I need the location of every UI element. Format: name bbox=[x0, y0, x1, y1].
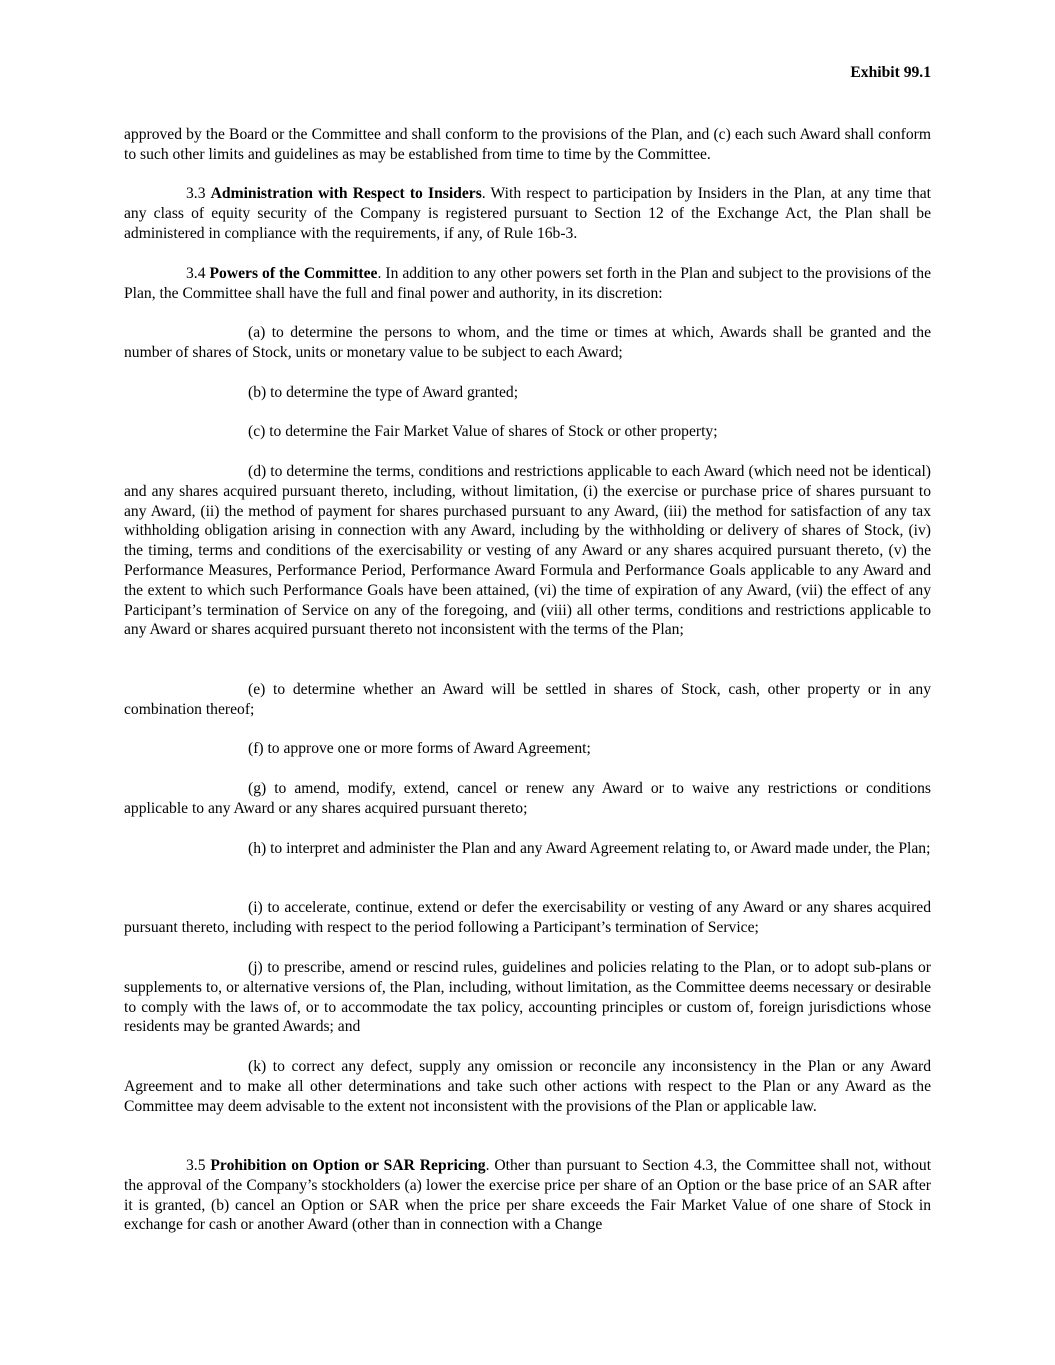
item-c: (c) to determine the Fair Market Value of shares of Stock or other property; bbox=[248, 423, 718, 440]
item-g: (g) to amend, modify, extend, cancel or renew any Award or to waive any restrictions or conditions applicable to any Award or any shares acquired pursuant thereto; bbox=[124, 780, 931, 817]
item-i: (i) to accelerate, continue, extend or defer the exercisability or vesting of any Award or any shares acquired pursuant thereto, including with respect to the period following a Participant’s termination of Service; bbox=[124, 899, 931, 936]
section-title: Administration with Respect to Insiders bbox=[210, 185, 482, 202]
item-j: (j) to prescribe, amend or rescind rules, guidelines and policies relating to the Plan, or to adopt sub-plans or supplements to, or alternative versions of, the Plan, including, without limitation, as the Committee deems necessary or desirable to comply with the laws of, or to accommodate the tax policy, accounting principles or custom of, foreign jurisdictions whose residents may be granted Awards; and bbox=[124, 959, 931, 1036]
item-e: (e) to determine whether an Award will be settled in shares of Stock, cash, other property or in any combination thereof; bbox=[124, 681, 931, 718]
item-f: (f) to approve one or more forms of Award Agreement; bbox=[248, 740, 591, 757]
section-body: . Other than pursuant to Section 4.3, the Committee shall not, without the approval of the Company’s stockholders (a) lower the exercise price per share of an Option or the base price of an SAR after it is granted, (b) cancel an Option or SAR when the price per share exceeds the Fair Market Value of one share of Stock in exchange for cash or another Award (other than in connection with a Change bbox=[124, 1157, 932, 1234]
item-b: (b) to determine the type of Award granted; bbox=[248, 384, 519, 401]
item-h: (h) to interpret and administer the Plan and any Award Agreement relating to, or Award made under, the Plan; bbox=[248, 840, 931, 857]
continuation-paragraph: approved by the Board or the Committee and shall conform to the provisions of the Plan, and (c) each such Award shall conform to such other limits and guidelines as may be established from time to time by the Committee. bbox=[124, 126, 931, 163]
exhibit-label: Exhibit 99.1 bbox=[850, 64, 931, 81]
section-number: 3.4 bbox=[186, 265, 210, 282]
section-body: . With respect to participation by Insiders in the Plan, at any time that any class of equity security of the Company is registered pursuant to Section 12 of the Exchange Act, the Plan shall be administered in compliance with the requirements, if any, of Rule 16b-3. bbox=[124, 185, 931, 242]
section-3-4 bbox=[124, 264, 931, 304]
section-3-3 bbox=[124, 184, 931, 243]
section-3-5 bbox=[124, 1156, 931, 1235]
item-d: (d) to determine the terms, conditions and restrictions applicable to each Award (which need not be identical) and any shares acquired pursuant thereto, including, without limitation, (i) the exercise or purchase price of shares pursuant to any Award, (ii) the method of payment for shares purchased pursuant to any Award, (iii) the method for satisfaction of any tax withholding obligation arising in connection with any Award, including by the withholding or delivery of shares of Stock, (iv) the timing, terms and conditions of the exercisability or vesting of any Award or any shares acquired pursuant thereto, (v) the Performance Measures, Performance Period, Performance Award Formula and Performance Goals applicable to any Award and the extent to which such Performance Goals have been attained, (vi) the time of expiration of any Award, (vii) the effect of any Participant’s termination of Service on any of the foregoing, and (viii) all other terms, conditions and restrictions applicable to any Award or shares acquired pursuant thereto not inconsistent with the terms of the Plan; bbox=[124, 463, 931, 639]
section-title: Powers of the Committee bbox=[209, 265, 378, 282]
section-number: 3.3 bbox=[186, 185, 211, 202]
section-title: Prohibition on Option or SAR Repricing bbox=[210, 1157, 486, 1174]
item-k: (k) to correct any defect, supply any omission or reconcile any inconsistency in the Plan or any Award Agreement and to make all other determinations and take such other actions with respect to the Plan or any Award as the Committee may deem advisable to the extent not inconsistent with the provisions of the Plan or applicable law. bbox=[124, 1058, 931, 1115]
section-body: . In addition to any other powers set forth in the Plan and subject to the provisions of the Plan, the Committee shall have the full and final power and authority, in its discretion: bbox=[124, 265, 931, 302]
item-a: (a) to determine the persons to whom, and the time or times at which, Awards shall be granted and the number of shares of Stock, units or monetary value to be subject to each Award; bbox=[124, 324, 931, 361]
section-number: 3.5 bbox=[186, 1157, 211, 1174]
